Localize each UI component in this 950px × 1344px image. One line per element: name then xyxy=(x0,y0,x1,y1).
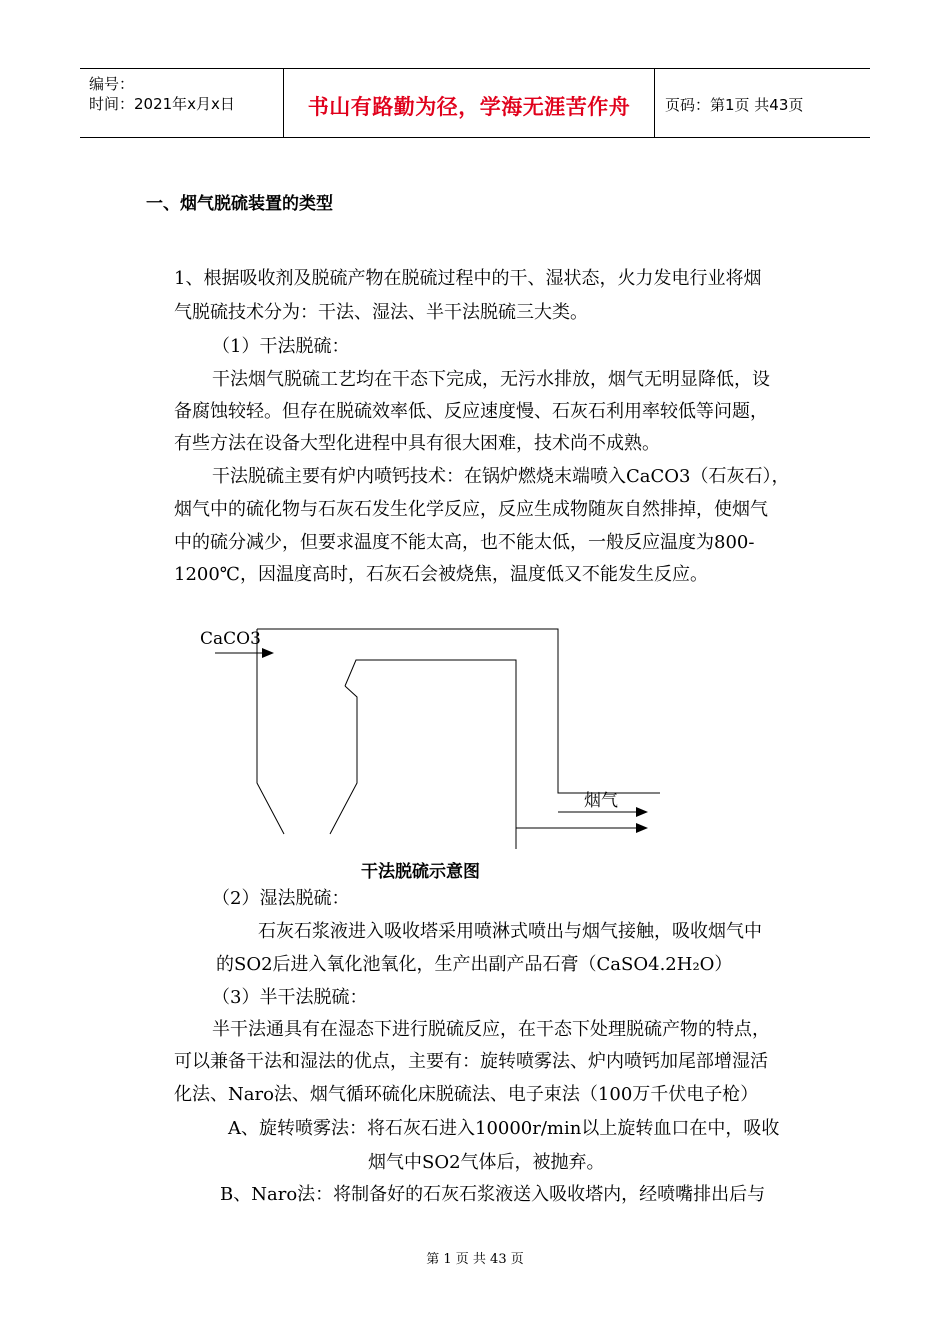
hopper-right-wall xyxy=(330,686,357,834)
subsection-title-wet: （2）湿法脱硫： xyxy=(212,888,350,909)
list-item-a-continued: 烟气中SO2气体后，被抛弃。 xyxy=(368,1152,605,1173)
paragraph-line: 烟气中的硫化物与石灰石发生化学反应，反应生成物随灰自然排掉，使烟气 xyxy=(174,499,768,520)
paragraph-line: 备腐蚀较轻。但存在脱硫效率低、反应速度慢、石灰石利用率较低等问题， xyxy=(174,401,768,422)
inner-duct-wall xyxy=(345,660,516,849)
paragraph-line: 气脱硫技术分为：干法、湿法、半干法脱硫三大类。 xyxy=(174,302,588,323)
header-page-info: 页码：第1页 共43页 xyxy=(665,96,804,114)
paragraph-line: 可以兼备干法和湿法的优点，主要有：旋转喷雾法、炉内喷钙加尾部增湿活 xyxy=(174,1051,768,1072)
paragraph-line: 1、根据吸收剂及脱硫产物在脱硫过程中的干、湿状态，火力发电行业将烟 xyxy=(174,268,762,289)
outlet-arrowhead-upper xyxy=(636,807,648,817)
document-time-label: 时间：2021年x月x日 xyxy=(89,95,235,113)
paragraph-line: 半干法通具有在湿态下进行脱硫反应，在干态下处理脱硫产物的特点， xyxy=(212,1019,770,1040)
inlet-arrowhead xyxy=(262,648,274,658)
subsection-title-dry: （1）干法脱硫： xyxy=(212,336,350,357)
document-number-label: 编号： xyxy=(89,75,135,93)
header-motto: 书山有路勤为径，学海无涯苦作舟 xyxy=(307,95,631,119)
subsection-title-semi-dry: （3）半干法脱硫： xyxy=(212,987,368,1008)
diagram-caption: 干法脱硫示意图 xyxy=(361,862,480,882)
furnace-left-wall xyxy=(257,629,284,834)
list-item-b: B、Naro法：将制备好的石灰石浆液送入吸收塔内，经喷嘴排出后与 xyxy=(220,1184,766,1205)
diagram-inlet-label: CaCO3 xyxy=(200,629,261,649)
paragraph-line: 干法脱硫主要有炉内喷钙技术：在锅炉燃烧末端喷入CaCO3（石灰石）， xyxy=(212,466,790,487)
diagram-outlet-label: 烟气 xyxy=(584,791,618,811)
list-item-a: A、旋转喷雾法：将石灰石进入10000r/min以上旋转血口在中，吸收 xyxy=(228,1118,780,1139)
furnace-outer-wall xyxy=(257,629,660,793)
paragraph-line: 石灰石浆液进入吸收塔采用喷淋式喷出与烟气接触，吸收烟气中 xyxy=(258,921,762,942)
paragraph-line: 中的硫分减少，但要求温度不能太高，也不能太低，一般反应温度为800- xyxy=(174,532,755,553)
paragraph-line: 干法烟气脱硫工艺均在干态下完成，无污水排放，烟气无明显降低，设 xyxy=(212,369,770,390)
paragraph-line: 的SO2后进入氧化池氧化，生产出副产品石膏（CaSO4.2H₂O） xyxy=(216,954,733,975)
paragraph-line: 有些方法在设备大型化进程中具有很大困难，技术尚不成熟。 xyxy=(174,433,660,454)
outlet-arrowhead-lower xyxy=(636,823,648,833)
section-heading: 一、烟气脱硫装置的类型 xyxy=(146,194,333,214)
paragraph-line: 1200℃，因温度高时，石灰石会被烧焦，温度低又不能发生反应。 xyxy=(174,564,708,585)
page-footer: 第 1 页 共 43 页 xyxy=(426,1252,524,1267)
paragraph-line: 化法、Naro法、烟气循环硫化床脱硫法、电子束法（100万千伏电子枪） xyxy=(174,1084,759,1105)
